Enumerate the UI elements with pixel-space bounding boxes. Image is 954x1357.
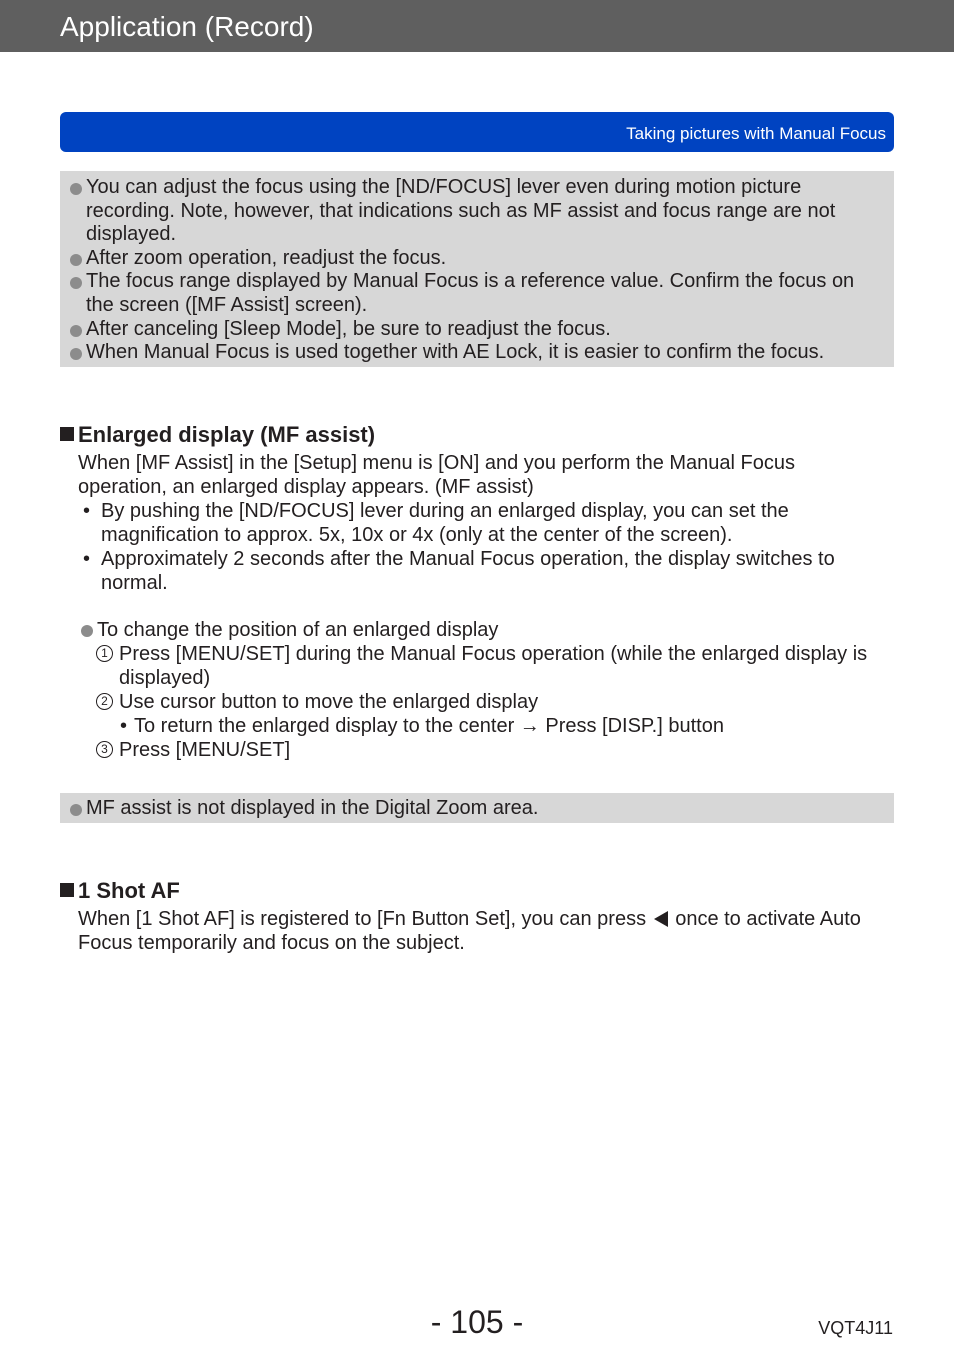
shot-af-heading [60,878,180,904]
bullet-dot-icon [70,183,82,195]
shot-af-body [78,907,888,955]
step-item [96,690,888,714]
section-bar [60,112,894,152]
step-number-icon: 2 [96,693,113,710]
mf-assist-intro: When [MF Assist] in the [Setup] menu is [ON] and you perform the Manual Focus operation, an enlarged display appears. (MF assist) [78,452,795,498]
left-arrow-icon [654,911,668,927]
note-item [70,797,884,821]
bullet-dot-icon [70,254,82,266]
page-header [0,0,954,52]
step-sub-item [120,714,888,738]
step-sub-text: To return the enlarged display to the center → Press [DISP.] button [134,715,724,737]
notes-box-top [60,171,894,367]
document-code: VQT4J11 [818,1318,893,1338]
heading-text: 1 Shot AF [78,878,180,903]
note-text: You can adjust the focus using the [ND/FOCUS] lever even during motion picture recording. Note, however, that indications such as MF assist and focus range are not displayed. [86,176,836,246]
spacer [78,595,888,618]
step-text: Press [MENU/SET] during the Manual Focus operation (while the enlarged display is displayed) [119,643,868,689]
note-text: When Manual Focus is used together with AE Lock, it is easier to confirm the focus. [86,341,825,364]
sub-item [83,499,888,547]
note-text: MF assist is not displayed in the Digital Zoom area. [86,797,539,819]
page-number: - 105 - [430,1304,524,1340]
mf-assist-body [78,451,888,762]
position-title-text: To change the position of an enlarged display [97,619,499,641]
heading-text: Enlarged display (MF assist) [78,422,376,447]
step-text: Press [MENU/SET] [119,739,291,761]
note-text: The focus range displayed by Manual Focus is a reference value. Confirm the focus on the screen ([MF Assist] screen). [86,270,855,316]
mf-assist-heading [60,422,375,448]
square-bullet-icon [60,883,74,897]
note-item [70,318,884,342]
sub-text: By pushing the [ND/FOCUS] lever during an enlarged display, you can set the magnification to approx. 5x, 10x or 4x (only at the center of the screen). [101,500,789,546]
chapter-title: Application (Record) [60,11,314,42]
shot-af-text-before: When [1 Shot AF] is registered to [Fn Button Set], you can press [78,908,647,930]
bullet-dot-icon [81,625,93,637]
note-text: After zoom operation, readjust the focus. [86,246,447,269]
sub-bullet: • [83,500,91,522]
bullet-dot-icon [70,277,82,289]
shot-af-text [78,907,888,955]
step-item [96,642,888,690]
note-item [70,341,884,365]
step-item [96,738,888,762]
bullet-dot-icon [70,348,82,360]
bullet-dot-icon [70,804,82,816]
notes-box-zoom [60,793,894,823]
sub-item [83,547,888,595]
bullet-dot-icon [70,325,82,337]
section-title: Taking pictures with Manual Focus [626,124,886,143]
shot-af-text-after: once to activate Auto Focus temporarily and focus on the subject. [78,908,861,954]
sub-bullet: • [120,715,128,737]
step-number-icon: 1 [96,645,113,662]
note-item [70,176,884,247]
step-number-icon: 3 [96,741,113,758]
note-text: After canceling [Sleep Mode], be sure to readjust the focus. [86,317,611,340]
square-bullet-icon [60,427,74,441]
sub-text: Approximately 2 seconds after the Manual Focus operation, the display switches to normal. [101,548,835,594]
note-item [70,247,884,271]
position-title [81,618,888,642]
step-text: Use cursor button to move the enlarged display [119,691,539,713]
sub-bullet: • [83,548,91,570]
note-item [70,270,884,317]
